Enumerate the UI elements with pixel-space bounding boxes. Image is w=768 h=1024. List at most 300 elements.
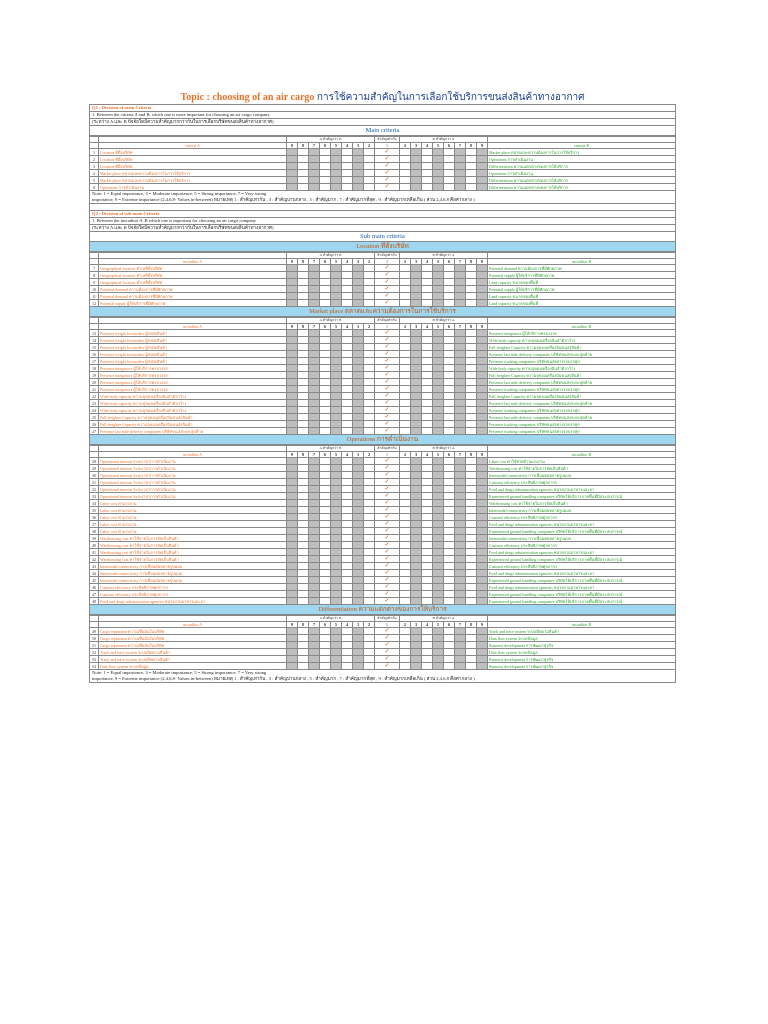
rating-cell-b[interactable] (444, 365, 455, 372)
rating-cell-b[interactable] (477, 663, 488, 670)
rating-cell-b[interactable] (466, 656, 477, 663)
rating-cell-a[interactable] (298, 184, 309, 191)
rating-cell-a[interactable] (298, 507, 309, 514)
rating-cell-b[interactable] (400, 598, 411, 605)
rating-cell-b[interactable] (455, 656, 466, 663)
rating-cell-b[interactable] (433, 521, 444, 528)
rating-cell-a[interactable] (353, 156, 364, 163)
rating-cell-a[interactable] (298, 493, 309, 500)
rating-cell-equal[interactable] (375, 170, 400, 177)
rating-cell-a[interactable] (364, 663, 375, 670)
rating-cell-equal[interactable] (375, 286, 400, 293)
rating-cell-a[interactable] (331, 563, 342, 570)
rating-cell-a[interactable] (342, 163, 353, 170)
rating-cell-b[interactable] (411, 163, 422, 170)
rating-cell-a[interactable] (331, 400, 342, 407)
rating-cell-a[interactable] (364, 400, 375, 407)
rating-cell-a[interactable] (320, 177, 331, 184)
rating-cell-b[interactable] (466, 458, 477, 465)
rating-cell-b[interactable] (400, 272, 411, 279)
rating-cell-a[interactable] (309, 635, 320, 642)
rating-cell-a[interactable] (353, 549, 364, 556)
rating-cell-a[interactable] (320, 556, 331, 563)
rating-cell-a[interactable] (331, 472, 342, 479)
rating-cell-b[interactable] (433, 500, 444, 507)
rating-cell-b[interactable] (444, 500, 455, 507)
rating-cell-b[interactable] (433, 584, 444, 591)
rating-cell-a[interactable] (287, 549, 298, 556)
rating-cell-a[interactable] (364, 549, 375, 556)
rating-cell-a[interactable] (298, 379, 309, 386)
rating-cell-b[interactable] (444, 386, 455, 393)
rating-cell-b[interactable] (477, 177, 488, 184)
rating-cell-b[interactable] (422, 584, 433, 591)
rating-cell-a[interactable] (331, 663, 342, 670)
rating-cell-b[interactable] (477, 656, 488, 663)
rating-cell-b[interactable] (444, 393, 455, 400)
rating-cell-b[interactable] (400, 293, 411, 300)
rating-cell-b[interactable] (455, 542, 466, 549)
rating-cell-b[interactable] (477, 628, 488, 635)
rating-cell-a[interactable] (353, 628, 364, 635)
rating-cell-a[interactable] (287, 428, 298, 435)
rating-cell-b[interactable] (477, 598, 488, 605)
rating-cell-a[interactable] (320, 279, 331, 286)
rating-cell-a[interactable] (342, 149, 353, 156)
rating-cell-b[interactable] (411, 407, 422, 414)
rating-cell-b[interactable] (444, 421, 455, 428)
rating-cell-b[interactable] (422, 149, 433, 156)
rating-cell-a[interactable] (320, 286, 331, 293)
rating-cell-a[interactable] (309, 265, 320, 272)
rating-cell-a[interactable] (364, 521, 375, 528)
rating-cell-b[interactable] (411, 549, 422, 556)
rating-cell-equal[interactable] (375, 265, 400, 272)
rating-cell-a[interactable] (287, 272, 298, 279)
rating-cell-b[interactable] (433, 656, 444, 663)
rating-cell-b[interactable] (433, 400, 444, 407)
rating-cell-b[interactable] (477, 465, 488, 472)
rating-cell-a[interactable] (331, 428, 342, 435)
rating-cell-a[interactable] (331, 421, 342, 428)
rating-cell-a[interactable] (353, 365, 364, 372)
rating-cell-b[interactable] (400, 393, 411, 400)
rating-cell-a[interactable] (342, 628, 353, 635)
rating-cell-b[interactable] (433, 265, 444, 272)
rating-cell-b[interactable] (466, 549, 477, 556)
rating-cell-a[interactable] (331, 272, 342, 279)
rating-cell-b[interactable] (411, 358, 422, 365)
rating-cell-b[interactable] (444, 598, 455, 605)
rating-cell-equal[interactable] (375, 149, 400, 156)
rating-cell-a[interactable] (353, 358, 364, 365)
rating-cell-b[interactable] (433, 635, 444, 642)
rating-cell-equal[interactable] (375, 549, 400, 556)
rating-cell-a[interactable] (353, 421, 364, 428)
rating-cell-a[interactable] (320, 149, 331, 156)
rating-cell-b[interactable] (444, 521, 455, 528)
rating-cell-a[interactable] (320, 507, 331, 514)
rating-cell-b[interactable] (411, 521, 422, 528)
rating-cell-b[interactable] (477, 549, 488, 556)
rating-cell-b[interactable] (411, 372, 422, 379)
rating-cell-b[interactable] (455, 149, 466, 156)
rating-cell-a[interactable] (287, 300, 298, 307)
rating-cell-b[interactable] (477, 458, 488, 465)
rating-cell-a[interactable] (309, 272, 320, 279)
rating-cell-a[interactable] (320, 170, 331, 177)
rating-cell-b[interactable] (400, 570, 411, 577)
rating-cell-a[interactable] (364, 556, 375, 563)
rating-cell-equal[interactable] (375, 535, 400, 542)
rating-cell-a[interactable] (353, 272, 364, 279)
rating-cell-a[interactable] (342, 407, 353, 414)
rating-cell-b[interactable] (477, 372, 488, 379)
rating-cell-b[interactable] (477, 330, 488, 337)
rating-cell-a[interactable] (331, 528, 342, 535)
rating-cell-b[interactable] (466, 663, 477, 670)
rating-cell-a[interactable] (309, 465, 320, 472)
rating-cell-b[interactable] (455, 570, 466, 577)
rating-cell-b[interactable] (400, 177, 411, 184)
rating-cell-b[interactable] (455, 414, 466, 421)
rating-cell-a[interactable] (309, 372, 320, 379)
rating-cell-a[interactable] (353, 577, 364, 584)
rating-cell-b[interactable] (422, 628, 433, 635)
rating-cell-b[interactable] (466, 163, 477, 170)
rating-cell-equal[interactable] (375, 279, 400, 286)
rating-cell-equal[interactable] (375, 407, 400, 414)
rating-cell-b[interactable] (433, 591, 444, 598)
rating-cell-a[interactable] (309, 393, 320, 400)
rating-cell-a[interactable] (342, 663, 353, 670)
rating-cell-b[interactable] (433, 598, 444, 605)
rating-cell-b[interactable] (422, 279, 433, 286)
rating-cell-b[interactable] (422, 330, 433, 337)
rating-cell-a[interactable] (364, 635, 375, 642)
rating-cell-a[interactable] (309, 556, 320, 563)
rating-cell-a[interactable] (353, 372, 364, 379)
rating-cell-b[interactable] (433, 556, 444, 563)
rating-cell-b[interactable] (477, 514, 488, 521)
rating-cell-a[interactable] (331, 656, 342, 663)
rating-cell-a[interactable] (342, 458, 353, 465)
rating-cell-b[interactable] (477, 500, 488, 507)
rating-cell-b[interactable] (411, 542, 422, 549)
rating-cell-equal[interactable] (375, 386, 400, 393)
rating-cell-equal[interactable] (375, 528, 400, 535)
rating-cell-b[interactable] (477, 507, 488, 514)
rating-cell-equal[interactable] (375, 272, 400, 279)
rating-cell-a[interactable] (364, 598, 375, 605)
rating-cell-a[interactable] (364, 570, 375, 577)
rating-cell-a[interactable] (298, 556, 309, 563)
rating-cell-b[interactable] (400, 358, 411, 365)
rating-cell-a[interactable] (320, 300, 331, 307)
rating-cell-b[interactable] (455, 635, 466, 642)
rating-cell-a[interactable] (298, 344, 309, 351)
rating-cell-a[interactable] (309, 528, 320, 535)
rating-cell-a[interactable] (320, 386, 331, 393)
rating-cell-b[interactable] (400, 344, 411, 351)
rating-cell-a[interactable] (287, 279, 298, 286)
rating-cell-b[interactable] (433, 300, 444, 307)
rating-cell-a[interactable] (287, 358, 298, 365)
rating-cell-a[interactable] (309, 514, 320, 521)
rating-cell-b[interactable] (422, 591, 433, 598)
rating-cell-b[interactable] (400, 379, 411, 386)
rating-cell-b[interactable] (400, 521, 411, 528)
rating-cell-a[interactable] (331, 507, 342, 514)
rating-cell-a[interactable] (353, 337, 364, 344)
rating-cell-b[interactable] (400, 514, 411, 521)
rating-cell-a[interactable] (353, 535, 364, 542)
rating-cell-a[interactable] (298, 549, 309, 556)
rating-cell-b[interactable] (466, 407, 477, 414)
rating-cell-a[interactable] (364, 407, 375, 414)
rating-cell-a[interactable] (342, 584, 353, 591)
rating-cell-b[interactable] (455, 556, 466, 563)
rating-cell-b[interactable] (422, 556, 433, 563)
rating-cell-a[interactable] (287, 535, 298, 542)
rating-cell-a[interactable] (287, 563, 298, 570)
rating-cell-a[interactable] (287, 472, 298, 479)
rating-cell-a[interactable] (331, 300, 342, 307)
rating-cell-b[interactable] (411, 177, 422, 184)
rating-cell-a[interactable] (309, 330, 320, 337)
rating-cell-a[interactable] (364, 300, 375, 307)
rating-cell-b[interactable] (400, 584, 411, 591)
rating-cell-b[interactable] (400, 663, 411, 670)
rating-cell-a[interactable] (342, 300, 353, 307)
rating-cell-a[interactable] (331, 286, 342, 293)
rating-cell-b[interactable] (477, 272, 488, 279)
rating-cell-b[interactable] (477, 563, 488, 570)
rating-cell-a[interactable] (353, 184, 364, 191)
rating-cell-a[interactable] (353, 598, 364, 605)
rating-cell-b[interactable] (400, 386, 411, 393)
rating-cell-b[interactable] (444, 493, 455, 500)
rating-cell-a[interactable] (309, 300, 320, 307)
rating-cell-a[interactable] (342, 170, 353, 177)
rating-cell-a[interactable] (309, 479, 320, 486)
rating-cell-b[interactable] (433, 149, 444, 156)
rating-cell-b[interactable] (466, 500, 477, 507)
rating-cell-b[interactable] (433, 493, 444, 500)
rating-cell-a[interactable] (287, 479, 298, 486)
rating-cell-b[interactable] (433, 293, 444, 300)
rating-cell-a[interactable] (320, 598, 331, 605)
rating-cell-b[interactable] (433, 163, 444, 170)
rating-cell-a[interactable] (320, 330, 331, 337)
rating-cell-a[interactable] (298, 563, 309, 570)
rating-cell-b[interactable] (455, 286, 466, 293)
rating-cell-a[interactable] (287, 556, 298, 563)
rating-cell-a[interactable] (331, 177, 342, 184)
rating-cell-a[interactable] (298, 272, 309, 279)
rating-cell-a[interactable] (342, 330, 353, 337)
rating-cell-b[interactable] (400, 507, 411, 514)
rating-cell-b[interactable] (433, 458, 444, 465)
rating-cell-a[interactable] (342, 156, 353, 163)
rating-cell-b[interactable] (477, 570, 488, 577)
rating-cell-a[interactable] (320, 400, 331, 407)
rating-cell-equal[interactable] (375, 563, 400, 570)
rating-cell-a[interactable] (320, 184, 331, 191)
rating-cell-a[interactable] (364, 279, 375, 286)
rating-cell-a[interactable] (287, 591, 298, 598)
rating-cell-a[interactable] (353, 663, 364, 670)
rating-cell-b[interactable] (444, 535, 455, 542)
rating-cell-b[interactable] (422, 514, 433, 521)
rating-cell-a[interactable] (364, 358, 375, 365)
rating-cell-a[interactable] (353, 386, 364, 393)
rating-cell-b[interactable] (466, 400, 477, 407)
rating-cell-b[interactable] (444, 649, 455, 656)
rating-cell-b[interactable] (422, 163, 433, 170)
rating-cell-b[interactable] (455, 507, 466, 514)
rating-cell-b[interactable] (433, 279, 444, 286)
rating-cell-a[interactable] (287, 642, 298, 649)
rating-cell-a[interactable] (353, 400, 364, 407)
rating-cell-a[interactable] (331, 149, 342, 156)
rating-cell-b[interactable] (466, 507, 477, 514)
rating-cell-a[interactable] (353, 279, 364, 286)
rating-cell-a[interactable] (353, 479, 364, 486)
rating-cell-a[interactable] (320, 591, 331, 598)
rating-cell-b[interactable] (455, 337, 466, 344)
rating-cell-a[interactable] (353, 330, 364, 337)
rating-cell-b[interactable] (444, 514, 455, 521)
rating-cell-a[interactable] (331, 344, 342, 351)
rating-cell-a[interactable] (331, 156, 342, 163)
rating-cell-equal[interactable] (375, 358, 400, 365)
rating-cell-b[interactable] (466, 563, 477, 570)
rating-cell-a[interactable] (287, 458, 298, 465)
rating-cell-b[interactable] (455, 265, 466, 272)
rating-cell-b[interactable] (455, 421, 466, 428)
rating-cell-b[interactable] (400, 628, 411, 635)
rating-cell-a[interactable] (331, 365, 342, 372)
rating-cell-a[interactable] (320, 570, 331, 577)
rating-cell-a[interactable] (364, 472, 375, 479)
rating-cell-a[interactable] (331, 493, 342, 500)
rating-cell-a[interactable] (287, 493, 298, 500)
rating-cell-a[interactable] (287, 635, 298, 642)
rating-cell-b[interactable] (477, 577, 488, 584)
rating-cell-a[interactable] (353, 170, 364, 177)
rating-cell-b[interactable] (411, 663, 422, 670)
rating-cell-a[interactable] (309, 642, 320, 649)
rating-cell-equal[interactable] (375, 635, 400, 642)
rating-cell-a[interactable] (342, 265, 353, 272)
rating-cell-b[interactable] (455, 577, 466, 584)
rating-cell-b[interactable] (400, 493, 411, 500)
rating-cell-b[interactable] (455, 486, 466, 493)
rating-cell-a[interactable] (364, 337, 375, 344)
rating-cell-a[interactable] (309, 170, 320, 177)
rating-cell-a[interactable] (287, 528, 298, 535)
rating-cell-equal[interactable] (375, 598, 400, 605)
rating-cell-equal[interactable] (375, 400, 400, 407)
rating-cell-b[interactable] (422, 170, 433, 177)
rating-cell-b[interactable] (400, 465, 411, 472)
rating-cell-b[interactable] (466, 577, 477, 584)
rating-cell-a[interactable] (320, 293, 331, 300)
rating-cell-b[interactable] (444, 414, 455, 421)
rating-cell-b[interactable] (422, 542, 433, 549)
rating-cell-b[interactable] (466, 414, 477, 421)
rating-cell-a[interactable] (298, 337, 309, 344)
rating-cell-a[interactable] (298, 479, 309, 486)
rating-cell-b[interactable] (444, 149, 455, 156)
rating-cell-b[interactable] (411, 300, 422, 307)
rating-cell-b[interactable] (455, 563, 466, 570)
rating-cell-a[interactable] (309, 598, 320, 605)
rating-cell-equal[interactable] (375, 479, 400, 486)
rating-cell-equal[interactable] (375, 656, 400, 663)
rating-cell-b[interactable] (444, 563, 455, 570)
rating-cell-a[interactable] (342, 472, 353, 479)
rating-cell-a[interactable] (309, 591, 320, 598)
rating-cell-b[interactable] (455, 177, 466, 184)
rating-cell-a[interactable] (287, 507, 298, 514)
rating-cell-a[interactable] (287, 393, 298, 400)
rating-cell-b[interactable] (422, 479, 433, 486)
rating-cell-a[interactable] (331, 279, 342, 286)
rating-cell-a[interactable] (353, 163, 364, 170)
rating-cell-equal[interactable] (375, 628, 400, 635)
rating-cell-a[interactable] (320, 458, 331, 465)
rating-cell-b[interactable] (455, 300, 466, 307)
rating-cell-a[interactable] (364, 149, 375, 156)
rating-cell-a[interactable] (309, 663, 320, 670)
rating-cell-b[interactable] (433, 330, 444, 337)
rating-cell-b[interactable] (411, 598, 422, 605)
rating-cell-a[interactable] (364, 170, 375, 177)
rating-cell-a[interactable] (309, 351, 320, 358)
rating-cell-b[interactable] (400, 479, 411, 486)
rating-cell-a[interactable] (342, 500, 353, 507)
rating-cell-a[interactable] (309, 344, 320, 351)
rating-cell-b[interactable] (477, 386, 488, 393)
rating-cell-b[interactable] (444, 184, 455, 191)
rating-cell-a[interactable] (342, 393, 353, 400)
rating-cell-b[interactable] (466, 358, 477, 365)
rating-cell-a[interactable] (364, 591, 375, 598)
rating-cell-b[interactable] (455, 500, 466, 507)
rating-cell-b[interactable] (411, 365, 422, 372)
rating-cell-a[interactable] (320, 500, 331, 507)
rating-cell-b[interactable] (466, 149, 477, 156)
rating-cell-a[interactable] (287, 156, 298, 163)
rating-cell-b[interactable] (477, 414, 488, 421)
rating-cell-a[interactable] (309, 656, 320, 663)
rating-cell-b[interactable] (422, 386, 433, 393)
rating-cell-a[interactable] (342, 549, 353, 556)
rating-cell-a[interactable] (353, 379, 364, 386)
rating-cell-a[interactable] (364, 642, 375, 649)
rating-cell-a[interactable] (364, 265, 375, 272)
rating-cell-b[interactable] (455, 598, 466, 605)
rating-cell-b[interactable] (444, 556, 455, 563)
rating-cell-b[interactable] (477, 428, 488, 435)
rating-cell-b[interactable] (444, 286, 455, 293)
rating-cell-a[interactable] (309, 400, 320, 407)
rating-cell-b[interactable] (411, 293, 422, 300)
rating-cell-a[interactable] (331, 358, 342, 365)
rating-cell-b[interactable] (455, 344, 466, 351)
